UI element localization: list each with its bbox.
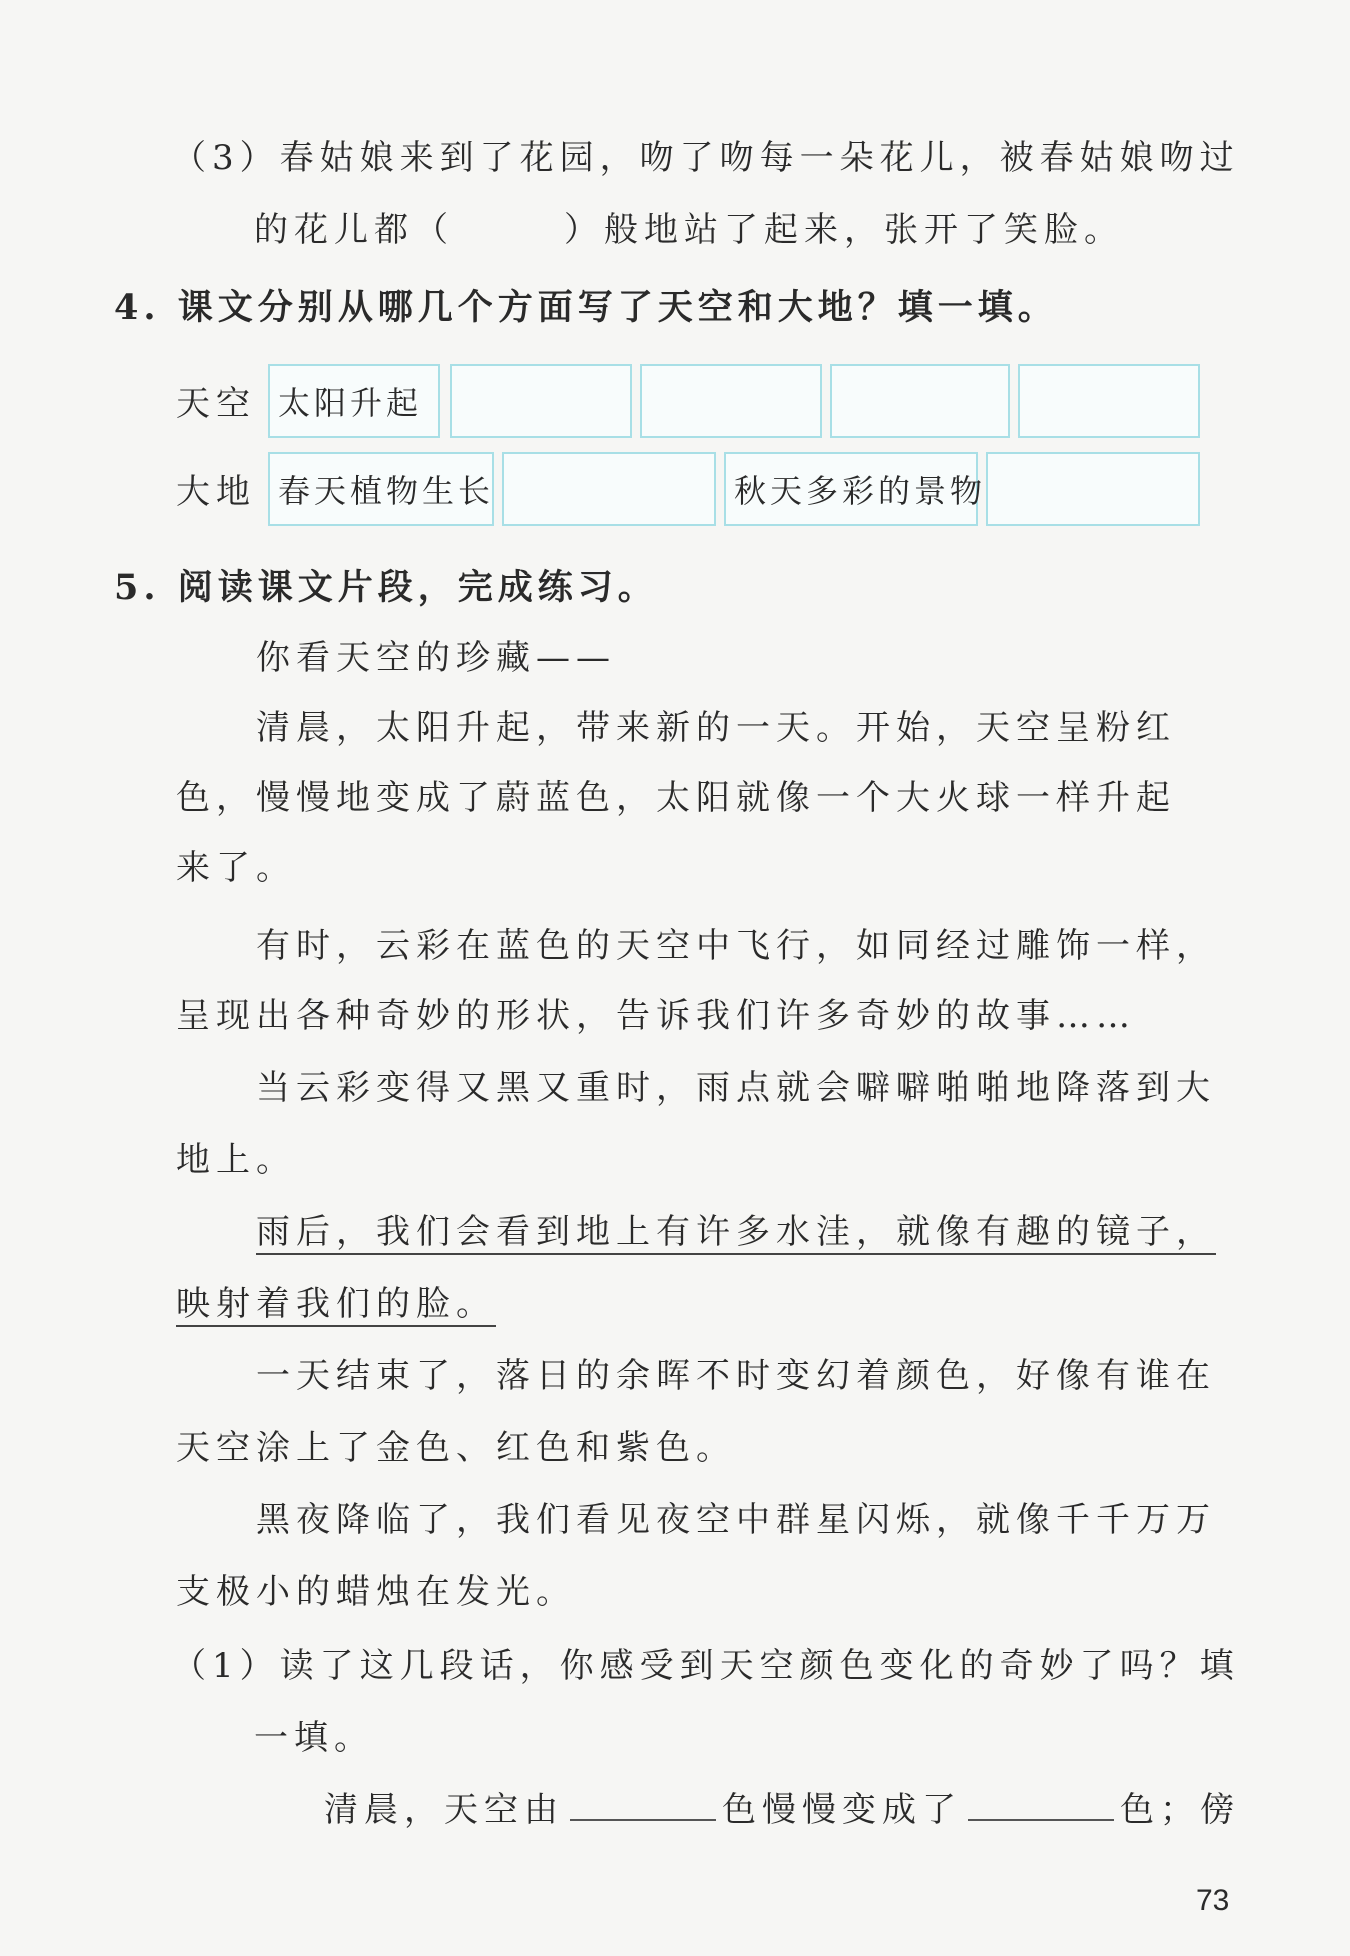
passage-p7-line2: 支极小的蜡烛在发光。 [176,1572,576,1612]
q3-line-2b: ）般地站了起来，张开了笑脸。 [564,210,1124,250]
q3-line-1: （3）春姑娘来到了花园，吻了吻每一朵花儿，被春姑娘吻过 [172,138,1240,178]
passage-p6-line1: 一天结束了，落日的余晖不时变幻着颜色，好像有谁在 [256,1356,1216,1396]
earth-row-label: 大地 [176,472,256,512]
color-blank-2[interactable] [968,1789,1114,1821]
passage-p5-line2-underlined: 映射着我们的脸。 [176,1284,496,1324]
fill-part-b: 色慢慢变成了 [722,1790,962,1830]
earth-cell-4[interactable] [986,452,1200,526]
passage-p4-line2: 地上。 [176,1140,296,1180]
passage-p4-line1: 当云彩变得又黑又重时，雨点就会噼噼啪啪地降落到大 [256,1068,1216,1108]
earth-cell-3: 秋天多彩的景物 [724,452,978,526]
q5-heading: 5. 阅读课文片段，完成练习。 [114,567,658,608]
sky-cell-1: 太阳升起 [268,364,440,438]
sky-row-label: 天空 [176,384,256,424]
fill-part-c: 色；傍 [1120,1790,1240,1830]
passage-p3-line1: 有时，云彩在蓝色的天空中飞行，如同经过雕饰一样， [256,926,1216,966]
q3-line-2a: 的花儿都（ [254,210,454,250]
earth-cell-2[interactable] [502,452,716,526]
passage-p1: 你看天空的珍藏—— [256,638,616,678]
passage-p2-line1: 清晨，太阳升起，带来新的一天。开始，天空呈粉红 [256,708,1176,748]
passage-p2-line3: 来了。 [176,848,296,888]
fill-sentence [324,1788,1240,1832]
sub-question-1-line1: （1）读了这几段话，你感受到天空颜色变化的奇妙了吗？填 [172,1646,1240,1686]
earth-cell-1: 春天植物生长 [268,452,494,526]
passage-p2-line2: 色，慢慢地变成了蔚蓝色，太阳就像一个大火球一样升起 [176,778,1176,818]
sub-question-1-line2: 一填。 [254,1718,374,1758]
fill-part-a: 清晨，天空由 [324,1790,564,1830]
page-number: 73 [1196,1884,1230,1917]
q4-heading: 4. 课文分别从哪几个方面写了天空和大地？填一填。 [114,287,1058,328]
color-blank-1[interactable] [570,1789,716,1821]
q3-line-2 [254,208,1124,252]
sky-cell-3[interactable] [640,364,822,438]
sky-cell-4[interactable] [830,364,1010,438]
sky-cell-5[interactable] [1018,364,1200,438]
passage-p6-line2: 天空涂上了金色、红色和紫色。 [176,1428,736,1468]
passage-p3-line2: 呈现出各种奇妙的形状，告诉我们许多奇妙的故事…… [176,996,1136,1036]
sky-cell-2[interactable] [450,364,632,438]
passage-p5-line1-underlined: 雨后，我们会看到地上有许多水洼，就像有趣的镜子， [256,1212,1216,1252]
passage-p7-line1: 黑夜降临了，我们看见夜空中群星闪烁，就像千千万万 [256,1500,1216,1540]
